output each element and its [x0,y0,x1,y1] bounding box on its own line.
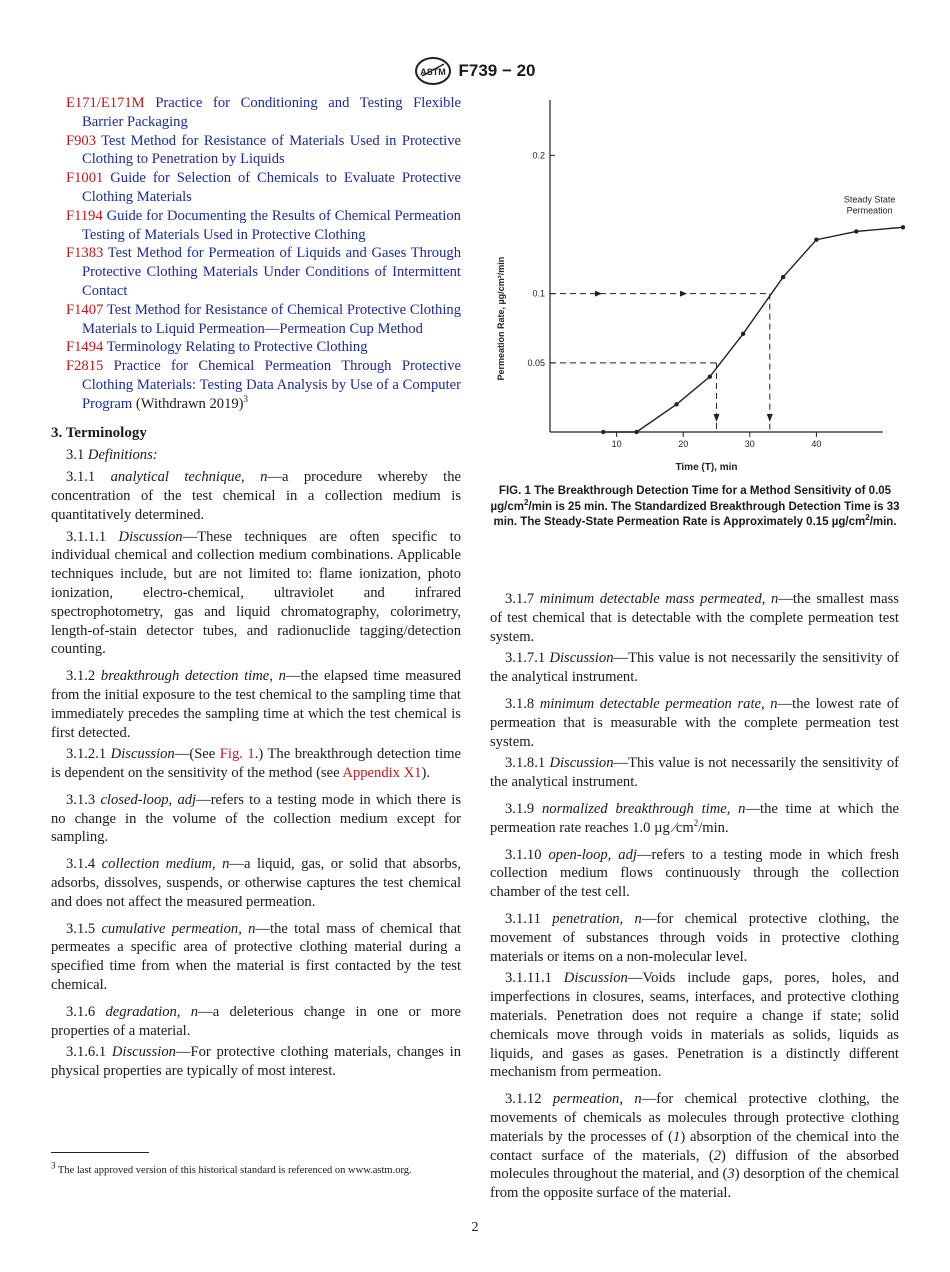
reference-arrowhead [714,414,720,422]
reference-code[interactable]: F903 [66,132,97,149]
x-tick-label: 40 [811,439,822,449]
reference-arrowhead [595,291,602,297]
reference-list [51,94,461,414]
permeation-curve [603,227,903,432]
data-point [781,275,785,279]
reference-item[interactable] [51,169,461,207]
definition-3-1-5: 3.1.5 cumulative permeation, n—the total mass of chemical that permeates a specific area of protective clothing material during a specified time from when the material is first contacted by the test chemical. [51,920,461,994]
reference-title[interactable]: Test Method for Resistance of Materials Used in Protective Clothing to Penetration by Liquids [82,132,461,168]
reference-title[interactable]: Practice for Conditioning and Testing Flexible Barrier Packaging [82,95,461,130]
reference-code[interactable]: F1001 [66,170,104,187]
appendix-x1-link[interactable]: Appendix X1 [342,765,422,782]
fig-1-link[interactable]: Fig. 1 [219,746,255,763]
reference-title[interactable]: Terminology Relating to Protective Clothing [106,339,368,356]
reference-code[interactable]: F1383 [66,245,104,262]
data-point [634,430,638,434]
x-axis-label: Time (T), min [675,462,738,473]
data-point [741,332,745,336]
definition-3-1: 3.1 Definitions: [66,447,158,464]
definition-3-1-12: 3.1.12 permeation, n—for chemical protective clothing, the movements of chemicals as molecules through protective clothing materials by the processes of (1) absorption of the chemical into the contact surface of the materials, (2) diffusion of the absorbed molecules throughout the material, and (3) desorption of the chemical from the opposite surface of the material. [490,1091,900,1202]
reference-item[interactable] [51,301,461,339]
reference-title[interactable]: Test Method for Permeation of Liquids and Gases Through Protective Clothing Materials Under Conditions of Intermittent Contact [82,245,461,299]
standard-designation: F739 − 20 [458,61,536,80]
reference-code[interactable]: F1194 [66,207,103,224]
data-point [901,225,905,229]
reference-code[interactable]: F1494 [66,339,104,356]
definition-3-1-3: 3.1.3 closed-loop, adj—refers to a testing mode in which there is no change in the volume of the collection medium except for sampling. [51,791,461,846]
reference-item[interactable] [51,132,461,170]
page-number: 2 [471,1220,479,1235]
reference-note: (Withdrawn 2019) [132,395,244,412]
steady-state-annotation: Permeation [846,205,893,216]
x-tick-label: 20 [678,439,689,449]
reference-code[interactable]: F1407 [66,301,104,318]
right-column [490,590,899,1206]
data-point [854,229,858,233]
discussion-3-1-7-1: 3.1.7.1 Discussion—This value is not necessarily the sensitivity of the analytical instrument. [490,650,899,686]
y-axis-label: Permeation Rate, µg/cm²/min [496,256,506,381]
definition-3-1-9: 3.1.9 normalized breakthrough time, n—the time at which the permeation rate reaches 1.0 µg $⁄cm^2/\min$. [490,800,899,836]
y-tick-label: 0.05 [527,357,545,368]
x-tick-label: 10 [611,439,622,449]
x-tick-label: 30 [744,439,755,449]
reference-title[interactable]: Practice for Chemical Permeation Through Protective Clothing Materials: Testing Data Analysis by Use of a Computer Program [82,358,461,412]
reference-item[interactable] [51,338,461,357]
reference-item[interactable] [51,94,461,132]
footnote-3: 3 The last approved version of this historical standard is referenced on www.astm.org. [51,1160,412,1176]
discussion-3-1-2-1: 3.1.2.1 Discussion—(See Fig. 1.) The breakthrough detection time is dependent on the sensitivity of the method (see Appendix X1). [51,746,461,782]
definition-3-1-8: 3.1.8 minimum detectable permeation rate, n—the lowest rate of permeation that is measurable with the complete permeation test system. [490,695,899,750]
definition-3-1-4: 3.1.4 collection medium, n—a liquid, gas, or solid that absorbs, adsorbs, dissolves, suspends, or otherwise captures the test chemical and does not affect the measured permeation. [51,856,461,910]
definition-3-1-2: 3.1.2 breakthrough detection time, n—the elapsed time measured from the initial exposure to the test chemical to the sampling time that immediately precedes the sampling time at which the test chemical is first detected. [51,668,462,741]
reference-item[interactable] [51,357,461,413]
reference-item[interactable] [51,207,461,245]
definition-3-1-7: 3.1.7 minimum detectable mass permeated, n—the smallest mass of test chemical that is detectable with the complete permeation test system. [490,591,899,645]
footnote-rule [51,1152,149,1153]
y-tick-label: 0.2 [532,150,545,161]
astm-logo [414,56,452,86]
section-title: 3. Terminology [51,424,147,441]
discussion-3-1-8-1: 3.1.8.1 Discussion—This value is not necessarily the sensitivity of the analytical instrument. [490,755,899,791]
discussion-3-1-6-1: 3.1.6.1 Discussion—For protective clothing materials, changes in physical properties are typically of most interest. [51,1044,461,1080]
data-point [601,430,605,434]
steady-state-annotation: Steady State [843,194,896,205]
left-column [51,94,461,1084]
reference-title[interactable]: Guide for Selection of Chemicals to Evaluate Protective Clothing Materials [82,170,461,205]
definition-3-1-1: 3.1.1 analytical technique, n—a procedure whereby the concentration of the test chemical in a collection medium is quantitatively determined. [51,469,461,523]
definition-3-1-6: 3.1.6 degradation, n—a deleterious change in one or more properties of a material. [51,1003,461,1039]
footnote-marker[interactable]: 3 [243,393,249,404]
reference-item[interactable] [51,244,461,300]
logo-text: ASTM [420,67,447,77]
reference-code[interactable]: F2815 [66,358,104,375]
y-tick-label: 0.1 [532,288,545,299]
discussion-3-1-11-1: 3.1.11.1 Discussion—Voids include gaps, pores, holes, and imperfections in closures, seams, interfaces, and protective clothing materials. Penetration does not require a change if state; solid chemicals move through voids in materials as solids, liquids as liquids, and gases as gases. Penetration is a distinctly different mechanism from permeation. [490,970,899,1081]
definition-3-1-10: 3.1.10 open-loop, adj—refers to a testing mode in which fresh collection medium flows continuously through the collection chamber of the test cell. [490,846,900,901]
definition-3-1-11: 3.1.11 penetration, n—for chemical protective clothing, the movement of substances through voids in protective clothing materials or items on a non-molecular level. [490,910,899,965]
reference-arrowhead [680,291,687,297]
page-header [0,56,950,86]
figure-1-chart [490,100,910,480]
data-point [814,238,818,242]
reference-title[interactable]: Guide for Documenting the Results of Chemical Permeation Testing of Materials Used in Protective Clothing [82,207,461,243]
discussion-3-1-1-1: 3.1.1.1 Discussion—These techniques are often specific to individual chemical and collection medium combinations. Applicable techniques include, but are not limited to: flame ionization, photo ionization, electro-chemical, ultraviolet and infrared spectrophotometry, gas and liquid chromatography, colorimetry, length-of-stain detector tubes, and radionuclide tagging/detection counting. [51,528,461,658]
data-point [708,374,712,378]
reference-title[interactable]: Test Method for Resistance of Chemical Protective Clothing Materials to Liquid Permeation—Permeation Cup Method [82,301,461,337]
reference-code[interactable]: E171/E171M [66,95,145,111]
figure-1-caption: FIG. 1 The Breakthrough Detection Time for a Method Sensitivity of 0.05 $\mu g/cm^2/\min$ is 25 min. The Standardized Breakthrough Detection Time is 33 min. The Steady-State Permeation Rate is Approximately 0.15 $\mu g/cm^2/\min$. [490,485,900,528]
data-point [674,402,678,406]
reference-arrowhead [767,414,773,422]
